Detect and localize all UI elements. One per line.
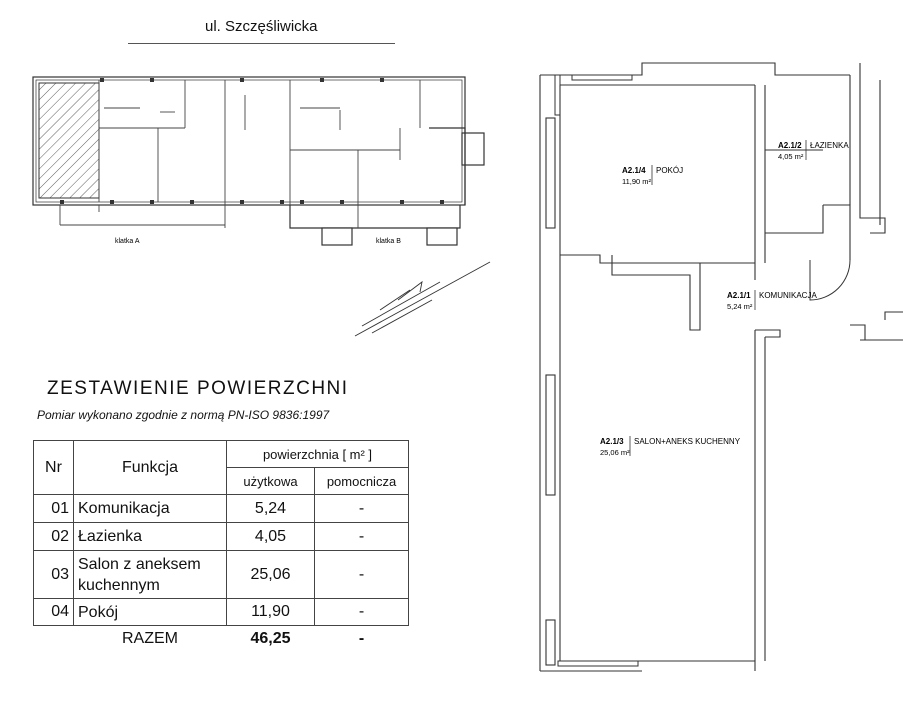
row-nr: 02: [34, 523, 74, 551]
row-usable: 11,90: [227, 599, 315, 626]
row-auxiliary: -: [315, 551, 409, 599]
staircase-b-label: klatka B: [376, 238, 401, 245]
windows: [60, 78, 444, 204]
total-usable: 46,25: [227, 626, 315, 652]
summary-title: ZESTAWIENIE POWIERZCHNI: [47, 378, 349, 399]
table-row: [34, 551, 409, 599]
room-code: A2.1/4: [622, 166, 646, 175]
row-auxiliary: -: [315, 523, 409, 551]
row-nr: 03: [34, 551, 74, 599]
header-nr: Nr: [34, 441, 74, 495]
windows: [555, 75, 638, 666]
header-function: Funkcja: [74, 441, 227, 495]
table-row: [34, 599, 409, 626]
interior-walls: [60, 80, 420, 228]
room-code: A2.1/1: [727, 291, 751, 300]
row-auxiliary: -: [315, 495, 409, 523]
row-function: Pokój: [74, 599, 227, 626]
table-row: [34, 495, 409, 523]
room-name: POKÓJ: [656, 166, 684, 175]
row-usable: 4,05: [227, 523, 315, 551]
building-outline: [33, 77, 484, 228]
header-usable: użytkowa: [227, 468, 315, 495]
room-label-salon: [600, 436, 741, 457]
row-nr: 01: [34, 495, 74, 523]
staircase-a-label: klatka A: [115, 238, 140, 245]
row-function: Komunikacja: [74, 495, 227, 523]
exterior-walls: [540, 63, 850, 671]
room-code: A2.1/3: [600, 437, 624, 446]
header-area: powierzchnia [ m² ]: [227, 441, 409, 468]
total-row: [34, 626, 409, 652]
room-area: 4,05 m²: [778, 152, 804, 161]
row-nr: 04: [34, 599, 74, 626]
row-usable: 25,06: [227, 551, 315, 599]
room-code: A2.1/2: [778, 141, 802, 150]
summary-subtitle: Pomiar wykonano zgodnie z normą PN-ISO 9836:1997: [37, 408, 330, 422]
header-auxiliary: pomocnicza: [315, 468, 409, 495]
room-name: ŁAZIENKA: [810, 141, 849, 150]
total-label: RAZEM: [74, 626, 227, 652]
row-function: Łazienka: [74, 523, 227, 551]
interior-walls: [560, 63, 903, 661]
building-key-plan: [0, 0, 520, 350]
total-auxiliary: -: [315, 626, 409, 652]
table-row: [34, 523, 409, 551]
north-arrow-icon: [355, 262, 490, 336]
room-name: KOMUNIKACJA: [759, 291, 817, 300]
room-area: 5,24 m²: [727, 302, 753, 311]
row-usable: 5,24: [227, 495, 315, 523]
room-area: 11,90 m²: [622, 177, 652, 186]
room-label-komunikacja: [727, 290, 817, 311]
row-auxiliary: -: [315, 599, 409, 626]
room-label-pokoj: [622, 165, 683, 186]
apartment-floor-plan: [520, 55, 903, 680]
room-area: 25,06 m²: [600, 448, 630, 457]
street-name: ul. Szczęśliwicka: [205, 18, 318, 35]
hatched-apartment: [39, 83, 99, 198]
room-name: SALON+ANEKS KUCHENNY: [634, 437, 741, 446]
row-function: Salon z aneksem kuchennym: [74, 551, 227, 599]
area-summary-table: [33, 440, 409, 652]
